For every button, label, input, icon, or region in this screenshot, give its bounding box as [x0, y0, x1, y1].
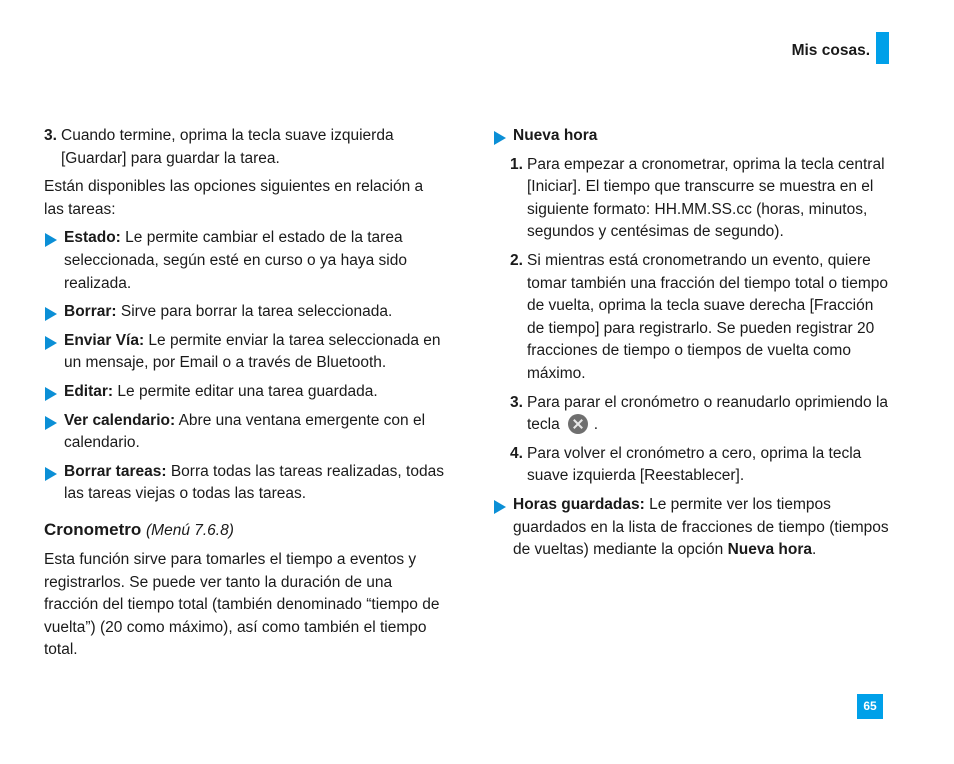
step-text: Para volver el cronómetro a cero, oprima la tecla suave izquierda [Reestablecer].: [527, 444, 862, 485]
cronometro-heading: [44, 518, 444, 543]
option-text: Borra todas las tareas realizadas, todas las tareas viejas o todas las tareas.: [64, 462, 444, 503]
menu-reference: (Menú 7.6.8): [146, 521, 234, 539]
step-item: [493, 392, 893, 437]
cronometro-title: Cronometro: [44, 519, 142, 539]
horas-guardadas-item: [493, 494, 893, 562]
option-text: Abre una ventana emergente con el calendario.: [64, 411, 426, 452]
option-text-end: .: [811, 541, 817, 559]
option-item: [44, 301, 444, 324]
triangle-right-icon: [494, 131, 506, 145]
option-item: [44, 227, 444, 295]
nueva-hora-title: Nueva hora: [513, 127, 598, 144]
option-label: Borrar:: [64, 303, 117, 321]
page-number: 65: [857, 694, 883, 719]
intro-text: Están disponibles las opciones siguientes en relación a las tareas:: [44, 178, 424, 218]
option-text: Le permite enviar la tarea seleccionada en un mensaje, por Email o a través de Bluetooth.: [64, 331, 441, 372]
step-number: 3.: [510, 393, 523, 411]
step-item: [493, 154, 893, 244]
triangle-right-icon: [45, 307, 57, 321]
triangle-right-icon: [45, 467, 57, 481]
cronometro-description: Esta función sirve para tomarles el tiempo a eventos y registrarlos. Se puede ver tanto la duración de una fracción del tiempo total (también denominado “tiempo de vuelta”) (20 como máximo), así como también el tiempo total.: [44, 550, 440, 659]
section-title: Mis cosas.: [791, 42, 870, 59]
option-item: [44, 461, 444, 506]
option-item: [44, 381, 444, 404]
option-label: Ver calendario:: [64, 411, 176, 429]
option-emphasis: Nueva hora: [727, 541, 812, 559]
triangle-right-icon: [45, 233, 57, 247]
step-number: 2.: [510, 251, 523, 269]
option-item: [44, 410, 444, 455]
nueva-hora-heading: [493, 125, 893, 148]
option-text: Le permite editar una tarea guardada.: [113, 382, 378, 400]
step-item: [493, 250, 893, 386]
step-number: 3.: [44, 127, 57, 144]
option-text: Le permite cambiar el estado de la tarea seleccionada, según esté en curso o ya haya sido realizada.: [64, 229, 407, 292]
option-label: Enviar Vía:: [64, 331, 145, 349]
step-text: Para parar el cronómetro o reanudarlo oprimiendo la tecla: [527, 393, 889, 434]
step-number: 1.: [510, 155, 523, 173]
triangle-right-icon: [45, 416, 57, 430]
step-text-end: .: [593, 416, 599, 434]
triangle-right-icon: [494, 500, 506, 514]
option-label: Estado:: [64, 229, 121, 247]
right-column: [493, 125, 893, 562]
triangle-right-icon: [45, 336, 57, 350]
step-text: Cuando termine, oprima la tecla suave izquierda [Guardar] para guardar la tarea.: [61, 127, 394, 167]
step-item: [44, 125, 444, 170]
clear-key-icon: [568, 414, 588, 434]
step-number: 4.: [510, 444, 523, 462]
option-label: Editar:: [64, 382, 114, 400]
step-text: Si mientras está cronometrando un evento, quiere tomar también una fracción del tiempo total o tiempo de vuelta, oprima la tecla suave derecha [Fracción de tiempo] para registrarlo. Se pueden registrar 20 fracciones de tiempo o tiempos de vuelta como máximo.: [527, 251, 888, 382]
option-text: Sirve para borrar la tarea seleccionada.: [116, 303, 393, 321]
option-label: Horas guardadas:: [513, 495, 645, 513]
header-accent-bar: [876, 32, 889, 64]
step-text: Para empezar a cronometrar, oprima la tecla central [Iniciar]. El tiempo que transcurre se muestra en el siguiente formato: HH.MM.SS.cc (horas, minutos, segundos y centésimas de segundo).: [527, 155, 885, 241]
triangle-right-icon: [45, 387, 57, 401]
option-item: [44, 330, 444, 375]
left-column: [44, 125, 444, 662]
option-label: Borrar tareas:: [64, 462, 167, 480]
option-text: Le permite ver los tiempos guardados en la lista de fracciones de tiempo (tiempos de vueltas) mediante la opción: [513, 495, 889, 559]
step-item: [493, 443, 893, 488]
